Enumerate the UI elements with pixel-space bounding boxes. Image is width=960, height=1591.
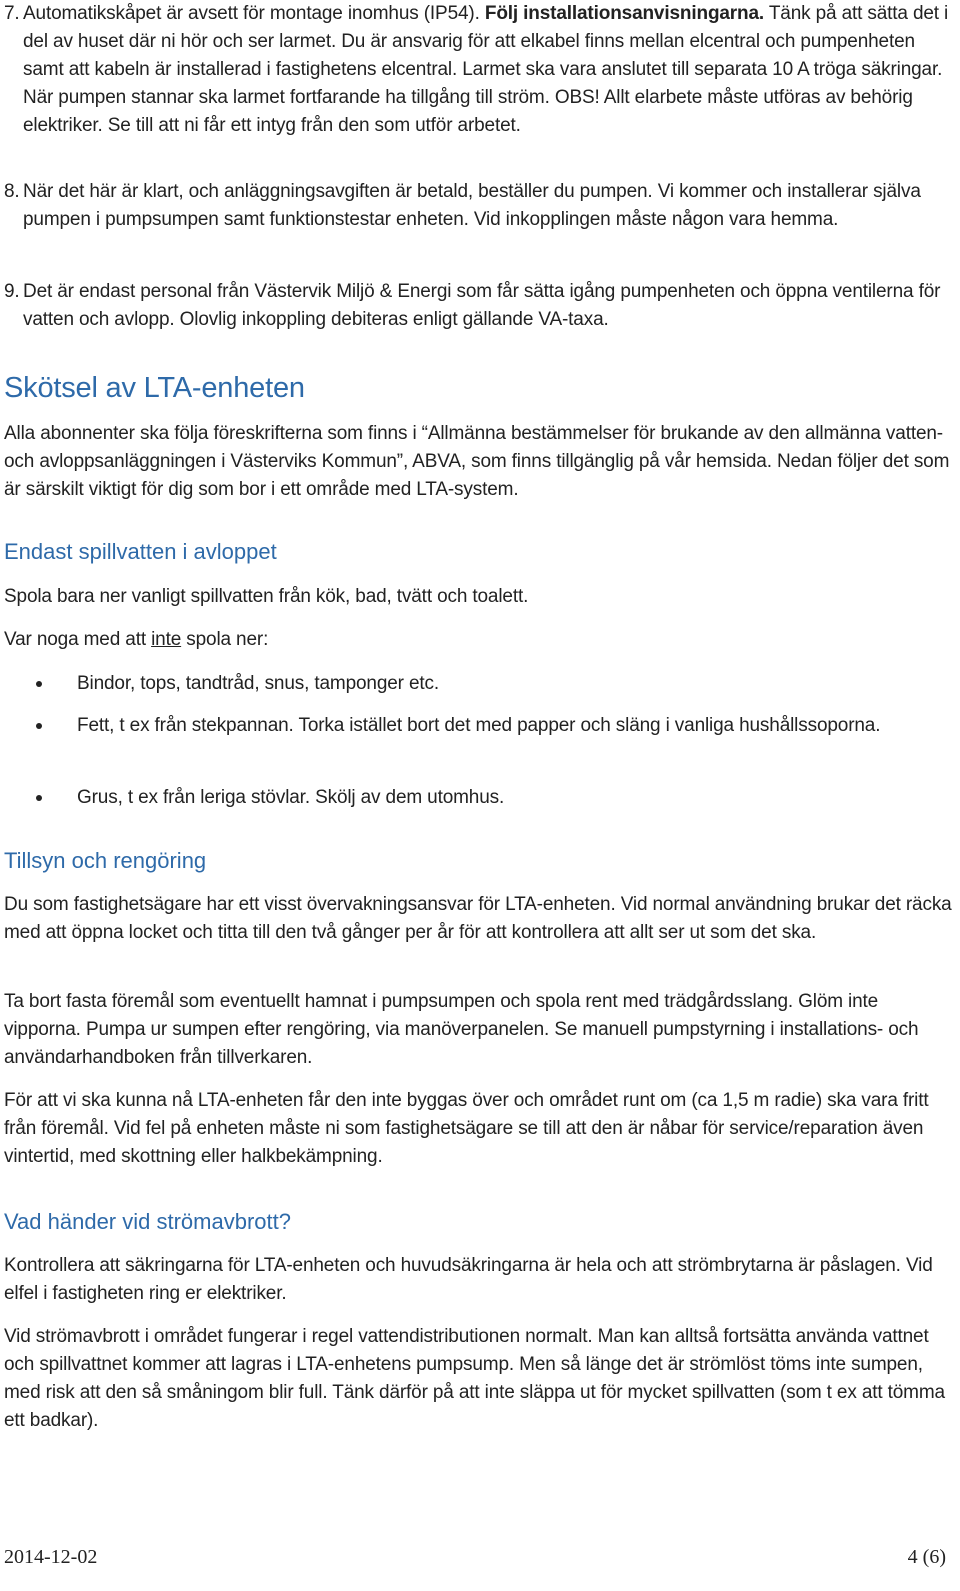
bullet-text: Grus, t ex från leriga stövlar. Skölj av dem utomhus. xyxy=(77,787,505,808)
section-heading-skotsel: Skötsel av LTA-enheten xyxy=(4,372,305,404)
list-text-part: Tänk på att sätta det i del av huset där ni hör och ser larmet. Du är ansvarig för att elkabel finns mellan elcentral och pumpenheten samt att kabeln är installerad i fastighetens elcentral. Larmet ska vara anslutet till separata 10 A tröga säkringar. När pumpen stannar ska larmet fortfarande ha tillgång till ström. OBS! Allt elarbete måste utföras av behörig elektriker. Se till att ni får ett intyg från den som utför arbetet. xyxy=(23,3,949,136)
list-text-part: Automatikskåpet är avsett för montage inomhus (IP54). xyxy=(23,3,485,24)
stromavbrott-para-1: Kontrollera att säkringarna för LTA-enheten och huvudsäkringarna är hela och att strömbrytarna är påslagen. Vid elfel i fastigheten ring er elektriker. xyxy=(4,1255,933,1304)
list-item-text: När det här är klart, och anläggningsavgiften är betald, beställer du pumpen. Vi kommer och installerar själva pumpen i pumpsumpen samt funktionstestar enheten. Vid inkopplingen måste någon vara hemma. xyxy=(23,181,921,230)
list-item-7 xyxy=(4,0,954,140)
list-item-text xyxy=(23,0,954,140)
bullet-item xyxy=(36,670,936,698)
list-item-9 xyxy=(4,278,954,334)
bullet-text: Bindor, tops, tandtråd, snus, tamponger etc. xyxy=(77,673,440,694)
section-heading-tillsyn: Tillsyn och rengöring xyxy=(4,848,207,873)
list-item-text: Det är endast personal från Västervik Miljö & Energi som får sätta igång pumpenheten och öppna ventilerna för vatten och avlopp. Olovlig inkoppling debiteras enligt gällande VA-taxa. xyxy=(23,281,941,330)
list-item-8 xyxy=(4,178,954,234)
spillvatten-para-1: Spola bara ner vanligt spillvatten från kök, bad, tvätt och toalett. xyxy=(4,586,529,607)
list-number: 9. xyxy=(4,281,20,302)
para-text-underlined: inte xyxy=(151,629,182,650)
tillsyn-para-2: Ta bort fasta föremål som eventuellt hamnat i pumpsumpen och spola rent med trädgårdsslang. Glöm inte vipporna. Pumpa ur sumpen efter rengöring, via manöverpanelen. Se manuell pumpstyrning i installations- och användarhandboken från tillverkaren. xyxy=(4,991,919,1068)
footer-date: 2014-12-02 xyxy=(4,1546,98,1568)
stromavbrott-para-2: Vid strömavbrott i området fungerar i regel vattendistributionen normalt. Man kan alltså fortsätta använda vattnet och spillvattnet kommer att lagras i LTA-enhetens pumpsump. Men så länge det är strömlöst töms inte sumpen, med risk att den så småningom blir full. Tänk därför på att inte släppa ut för mycket spillvatten (som t ex att tömma ett badkar). xyxy=(4,1326,945,1431)
para-text-part: Var noga med att xyxy=(4,629,152,650)
skotsel-intro: Alla abonnenter ska följa föreskrifterna som finns i “Allmänna bestämmelser för brukande av den allmänna vatten- och avloppsanläggningen i Västerviks Kommun”, ABVA, som finns tillgänglig på vår hemsida. Nedan följer det som är särskilt viktigt för dig som bor i ett område med LTA-system. xyxy=(4,423,950,500)
bullet-item xyxy=(36,712,936,740)
tillsyn-para-3: För att vi ska kunna nå LTA-enheten får den inte byggas över och området runt om (ca 1,5 m radie) ska vara fritt från föremål. Vid fel på enheten måste ni som fastighetsägare se till att den är nåbar för service/reparation även vintertid, med skottning eller halkbekämpning. xyxy=(4,1090,929,1167)
section-heading-spillvatten: Endast spillvatten i avloppet xyxy=(4,539,277,564)
footer-page-number: 4 (6) xyxy=(907,1546,946,1568)
bullet-item xyxy=(36,784,936,812)
spillvatten-para-2 xyxy=(4,626,954,654)
bullet-dot-icon xyxy=(36,723,42,729)
tillsyn-para-1: Du som fastighetsägare har ett visst övervakningsansvar för LTA-enheten. Vid normal användning brukar det räcka med att öppna locket och titta till den två gånger per år för att kontrollera att allt ser ut som det ska. xyxy=(4,894,952,943)
list-text-bold: Följ installationsanvisningarna. xyxy=(484,3,765,24)
section-heading-stromavbrott: Vad händer vid strömavbrott? xyxy=(4,1209,291,1234)
list-number: 8. xyxy=(4,181,20,202)
bullet-text: Fett, t ex från stekpannan. Torka istället bort det med papper och släng i vanliga hushållssoporna. xyxy=(77,715,881,736)
list-number: 7. xyxy=(4,3,20,24)
para-text-part: spola ner: xyxy=(181,629,269,650)
bullet-dot-icon xyxy=(36,681,42,687)
bullet-dot-icon xyxy=(36,795,42,801)
